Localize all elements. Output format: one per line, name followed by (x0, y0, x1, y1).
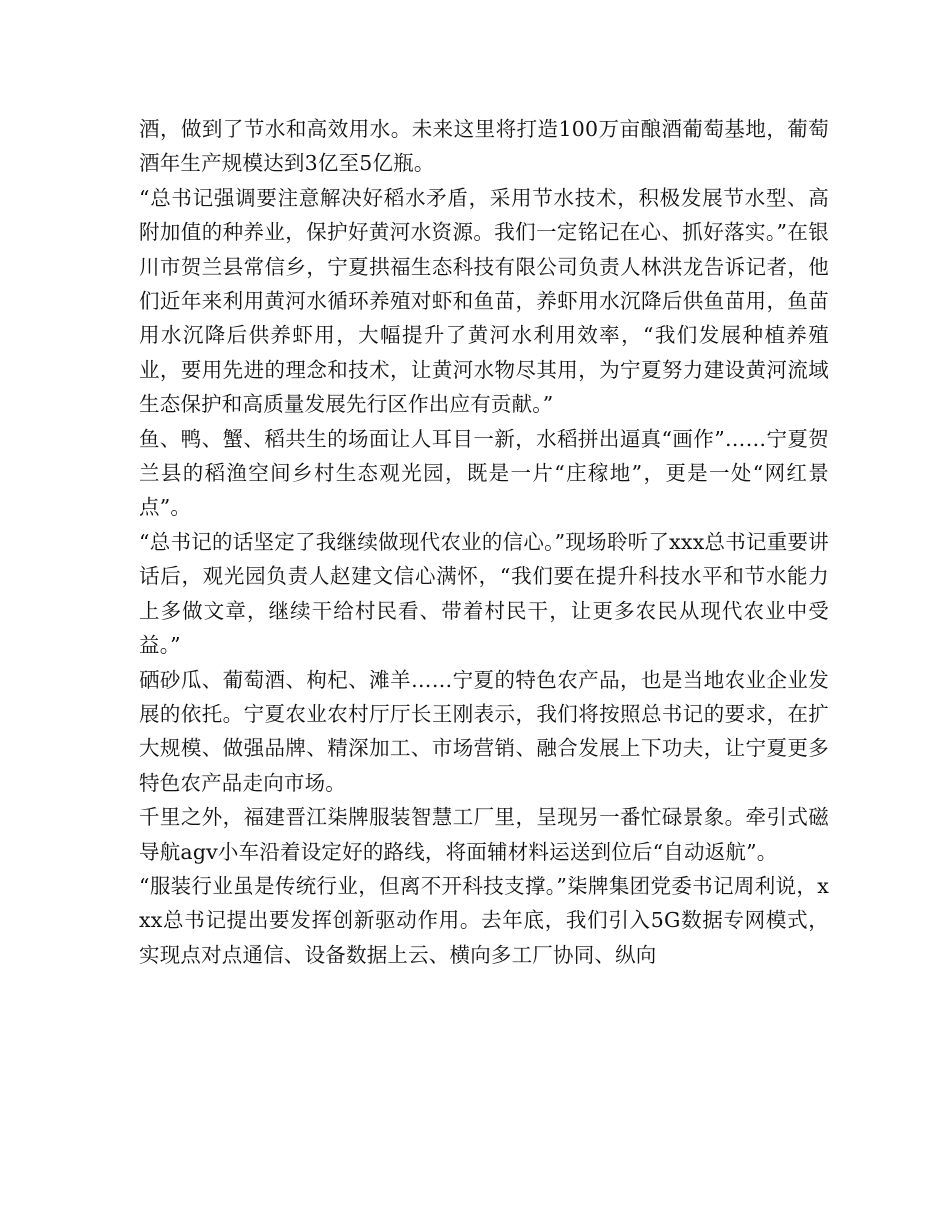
paragraph-7: “服装行业虽是传统行业，但离不开科技支撑。”柒牌集团党委书记周利说，xxx总书记提出要发挥创新驱动作用。去年底，我们引入5G数据专网模式，实现点对点通信、设备数据上云、横向多工厂协同、纵向 (139, 873, 829, 967)
paragraph-2: “总书记强调要注意解决好稻水矛盾，采用节水技术，积极发展节水型、高附加值的种养业，保护好黄河水资源。我们一定铭记在心、抓好落实。”在银川市贺兰县常信乡，宁夏拱福生态科技有限公司负责人林洪龙告诉记者，他们近年来利用黄河水循环养殖对虾和鱼苗，养虾用水沉降后供鱼苗用，鱼苗用水沉降后供养虾用，大幅提升了黄河水利用效率，“我们发展种植养殖业，要用先进的理念和技术，让黄河水物尽其用，为宁夏努力建设黄河流域生态保护和高质量发展先行区作出应有贡献。” (139, 185, 829, 417)
article-body (139, 112, 829, 972)
paragraph-1: 酒，做到了节水和高效用水。未来这里将打造100万亩酿酒葡萄基地，葡萄酒年生产规模达到3亿至5亿瓶。 (139, 117, 829, 176)
paragraph-5: 硒砂瓜、葡萄酒、枸杞、滩羊……宁夏的特色农产品，也是当地农业企业发展的依托。宁夏农业农村厅厅长王刚表示，我们将按照总书记的要求，在扩大规模、做强品牌、精深加工、市场营销、融合发展上下功夫，让宁夏更多特色农产品走向市场。 (139, 667, 829, 795)
paragraph-3: 鱼、鸭、蟹、稻共生的场面让人耳目一新，水稻拼出逼真“画作”……宁夏贺兰县的稻渔空间乡村生态观光园，既是一片“庄稼地”，更是一处“网红景点”。 (139, 426, 829, 520)
paragraph-4: “总书记的话坚定了我继续做现代农业的信心。”现场聆听了xxx总书记重要讲话后，观光园负责人赵建文信心满怀，“我们要在提升科技水平和节水能力上多做文章，继续干给村民看、带着村民干，让更多农民从现代农业中受益。” (139, 529, 829, 658)
paragraph-6: 千里之外，福建晋江柒牌服装智慧工厂里，呈现另一番忙碌景象。牵引式磁导航agv小车沿着设定好的路线，将面辅材料运送到位后“自动返航”。 (139, 805, 829, 864)
